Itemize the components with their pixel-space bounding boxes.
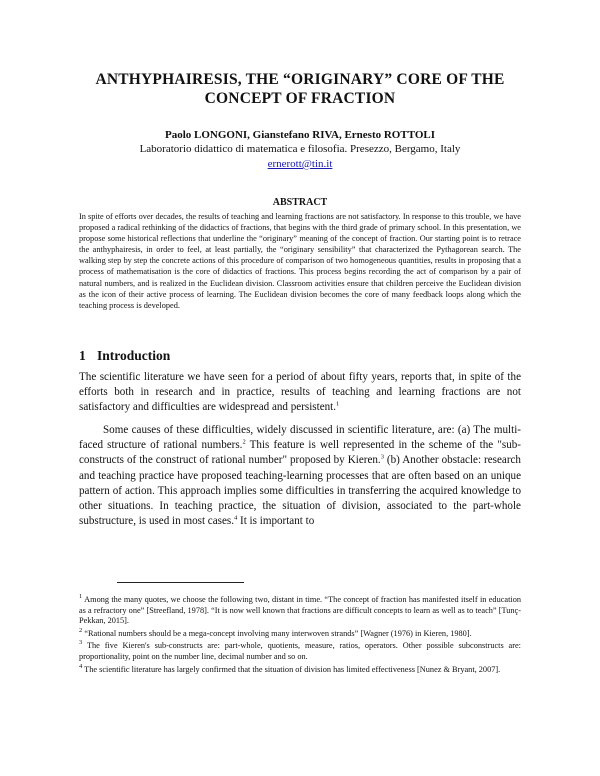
abstract-heading: ABSTRACT <box>272 197 328 208</box>
section-heading <box>79 347 521 364</box>
paragraph-1-text: The scientific literature we have seen for a period of about fifty years, reports that, in spite of the efforts both in research and in practice, results of teaching and learning fractions are not satisfactory and difficulties are widespread and persistent. <box>79 371 521 414</box>
footnote-mark: 3 <box>79 639 83 647</box>
footnote-4 <box>79 662 521 676</box>
footnote-text: “Rational numbers should be a mega-concept involving many interwoven strands” [Wagner (1976) in Kieren, 1980]. <box>82 628 472 638</box>
paper-title: ANTHYPHAIRESIS, THE “ORIGINARY” CORE OF THE CONCEPT OF FRACTION <box>95 71 505 107</box>
footnote-2 <box>79 629 521 640</box>
affiliation: Laboratorio didattico di matematica e filosofia. Presezzo, Bergamo, Italy <box>139 143 461 155</box>
footnotes <box>79 595 521 677</box>
footnote-ref-3[interactable]: 3 <box>380 453 384 461</box>
email-line <box>60 157 540 171</box>
abstract-text: In spite of efforts over decades, the results of teaching and learning fractions are not satisfactory. In response to this trouble, we have proposed a radical rethinking of the didactics of fractions, that begins with the third grade of primary school. In this presentation, we propose some historical reflections that underline the “originary” meaning of the concept of fraction. Our starting point is to retrace the anthyphairesis, in order to feel, at least partially, the “originary sensibility” that characterized the Pythagorean search. The walking step by step the concrete actions of this procedure of comparison of two homogeneous quantities, results in proposing that a process of mathematisation is the core of didactics of fractions. This process begins recording the act of comparison by a pair of natural numbers, and is realized in the Euclidean division. Classroom activities ensure that children perceive the Euclidean division as the icon of their active process of learning. The Euclidean division becomes the core of many feedback loops along which the teaching process is developed. <box>79 212 521 310</box>
email-link[interactable]: ernerott@tin.it <box>267 158 333 170</box>
footnote-ref-4[interactable]: 4 <box>233 514 238 522</box>
paragraph-2-text-b: This feature is well represented in the scheme of the "sub-constructs of the construct of rational number" proposed by Kieren. <box>79 439 521 467</box>
footnote-text: Among the many quotes, we choose the following two, distant in time. “The concept of fraction has manifested itself in education as a refractory one” [Streefland, 1978]. “It is now well known that fractions are difficult concepts to learn as well as to teach” [Tunç-Pekkan, 2015]. <box>79 595 521 626</box>
paragraph-2-text-a: Some causes of these difficulties, widely discussed in scientific literature, are: (a) The multi-faced structure of rational numbers. <box>79 424 521 452</box>
paragraph-2-text-c: (b) Another obstacle: research and teaching practice have proposed teaching-learning processes that are often based on an unique pattern of action. This approach implies some difficulties in transferring the acquired knowledge to other situations. In teaching practice, the situation of division, associated to the part-whole substructure, is used in most cases. <box>79 454 521 527</box>
section-title: Introduction <box>97 348 171 363</box>
footnote-mark: 2 <box>79 627 83 635</box>
footnote-text: The scientific literature has largely confirmed that the situation of division has limited effectiveness [Nunez & Bryant, 2007]. <box>82 664 501 674</box>
footnote-ref-1[interactable]: 1 <box>336 400 340 408</box>
footnote-text: The five Kieren's sub-constructs are: part-whole, quotients, measure, ratios, operators. Other possible subconstructs are: proportionality, point on the number line, decimal number and so on. <box>79 641 521 661</box>
footnote-1 <box>79 595 521 627</box>
paragraph-2 <box>79 423 521 529</box>
paragraph-2-text-d: It is important to <box>237 514 315 527</box>
footnote-mark: 4 <box>79 662 83 670</box>
footnote-ref-2[interactable]: 2 <box>242 438 246 446</box>
paragraph-1 <box>79 370 521 415</box>
footnote-3 <box>79 641 521 662</box>
section-number: 1 <box>79 348 86 363</box>
footnote-separator <box>117 582 244 583</box>
section-body <box>79 370 521 537</box>
author-list: Paolo LONGONI, Gianstefano RIVA, Ernesto ROTTOLI <box>164 129 436 141</box>
footnote-mark: 1 <box>79 593 83 601</box>
